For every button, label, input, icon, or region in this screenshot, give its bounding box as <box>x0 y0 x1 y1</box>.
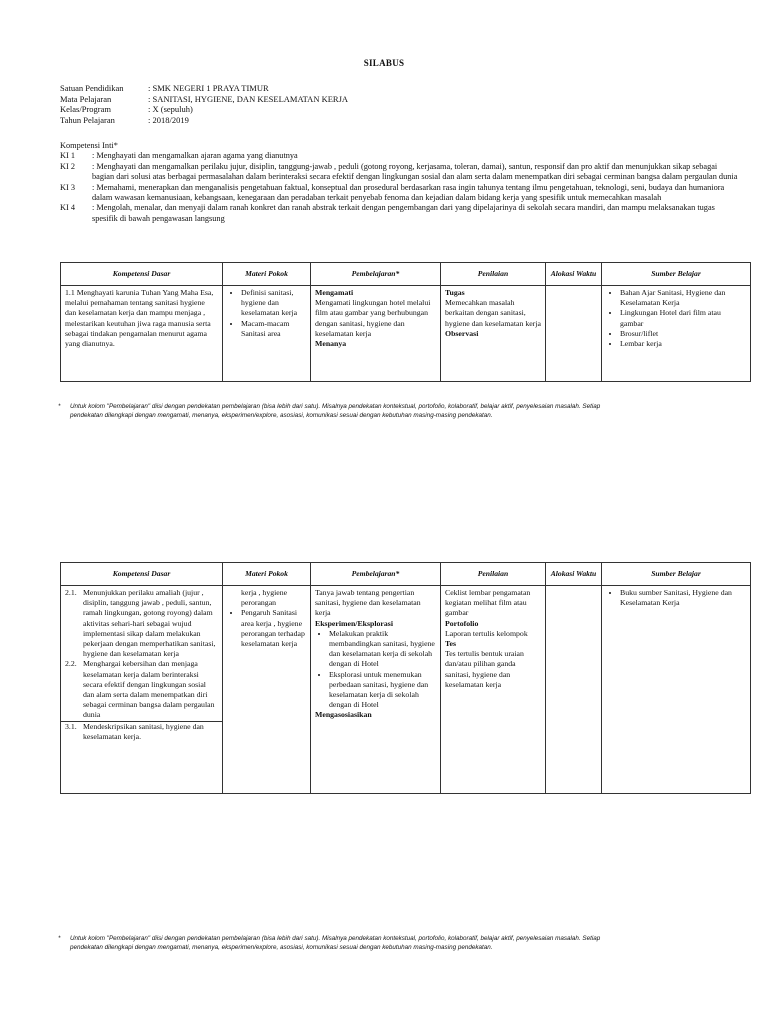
header-alokasi-waktu: Alokasi Waktu <box>546 563 602 586</box>
table-header-row <box>61 263 751 286</box>
footnote <box>58 935 718 953</box>
cell-kompetensi-dasar <box>61 586 223 794</box>
kd-text: 1.1 Menghayati karunia Tuhan Yang Maha Esa, melalui pemahaman tentang sanitasi hygiene dan keselamatan kerja dan mampu menjaga , melestarikan keutuhan jiwa raga manusia serta sebagai tindakan pengamalan menurut agama yang dianutnya. <box>65 288 214 349</box>
header-materi-pokok: Materi Pokok <box>223 563 311 586</box>
ki-row <box>60 203 740 224</box>
header-penilaian: Penilaian <box>441 563 546 586</box>
cell-alokasi-waktu <box>546 586 602 794</box>
pembelajaran-heading: Eksperimen/Eksplorasi <box>315 618 393 628</box>
ki-code: KI 4 <box>60 203 75 213</box>
meta-row-subject <box>60 94 348 105</box>
meta-label: Satuan Pendidikan <box>60 83 124 93</box>
kd-number: 3.1. <box>65 721 77 731</box>
cell-sumber-belajar <box>602 286 751 382</box>
cell-penilaian <box>441 586 546 794</box>
footnote-line: pendekatan dilengkapi dengan mengamati, menanya, eksperimen/explore, asosiasi, komunikasi sesuai dengan kebutuhan masing-masing pendekatan. <box>70 411 493 419</box>
list-item: • Eksplorasi untuk menemukan perbedaan sanitasi, hygiene dan keselamatan kerja di sekolah dengan di Hotel <box>329 670 436 711</box>
pembelajaran-text: Mengamati lingkungan hotel melalui film atau gambar yang berhubungan dengan sanitasi, hygiene dan keselamatan kerja <box>315 298 431 338</box>
ki-row <box>60 183 740 204</box>
list-item: • Definisi sanitasi, hygiene dan keselamatan kerja <box>241 288 306 319</box>
sumber-list <box>606 588 746 608</box>
footnote <box>58 403 718 421</box>
meta-label: Mata Pelajaran <box>60 93 112 104</box>
ki-code: KI 1 <box>60 151 75 161</box>
cell-materi-pokok <box>223 586 311 794</box>
cell-alokasi-waktu <box>546 286 602 382</box>
footnote-line: Untuk kolom "Pembelajaran" diisi dengan pendekatan pembelajaran (bisa lebih dari satu). Misalnya pendekatan kontekstual, portofolio, kolaboratif, belajar aktif, penyelesaian masalah. Setiap <box>70 935 601 942</box>
footnote-line: Untuk kolom "Pembelajaran" diisi dengan pendekatan pembelajaran (bisa lebih dari satu). Misalnya pendekatan kontekstual, portofolio, kolaboratif, belajar aktif, penyelesaian masalah. Setiap <box>70 403 601 410</box>
kompetensi-inti-block <box>60 141 740 224</box>
penilaian-heading: Portofolio <box>445 618 479 628</box>
cell-pembelajaran <box>311 286 441 382</box>
cell-materi-pokok <box>223 286 311 382</box>
sumber-list <box>606 288 746 349</box>
penilaian-text: Memecahkan masalah berkaitan dengan sanitasi, hygiene dan keselamatan kerja <box>445 298 541 328</box>
table-row <box>61 286 751 382</box>
meta-value: : 2018/2019 <box>148 114 189 125</box>
materi-intro: kerja , hygiene perorangan <box>241 588 288 608</box>
kd-list <box>65 588 218 742</box>
list-item: • Macam-macam Sanitasi area <box>241 319 306 339</box>
kd-text: Menghargai kebersihan dan menjaga keselamatan kerja dalam berinteraksi secara efektif dengan lingkungan sosial dan alam serta dalam menempatkan diri sebagai cerminan bangsa dalam pergaulan dunia <box>83 659 215 720</box>
cell-pembelajaran <box>311 586 441 794</box>
silabus-table-2 <box>60 562 751 794</box>
cell-sumber-belajar <box>602 586 751 794</box>
meta-value: : X (sepuluh) <box>148 104 193 114</box>
header-penilaian: Penilaian <box>441 263 546 286</box>
header-sumber-belajar: Sumber Belajar <box>602 563 751 586</box>
meta-block <box>60 83 348 125</box>
document-title: SILABUS <box>363 58 405 68</box>
ki-text: : Menghayati dan mengamalkan perilaku jujur, disiplin, tanggung-jawab , peduli (gotong royong, kerjasama, toleran, damai), santun, responsif dan pro aktif dan menunjukkan sikap sebagai bagian dari solusi atas berbagai permasalahan dalam berinteraksi secara efektif dengan lingkungan sosial dan alam serta dalam menempatkan diri sebagai cerminan bangsa dalam pergaulan dunia <box>92 161 738 182</box>
meta-row-class <box>60 104 348 115</box>
ki-text: : Menghayati dan mengamalkan ajaran agama yang dianutnya <box>92 151 298 161</box>
header-kompetensi-dasar: Kompetensi Dasar <box>61 263 223 286</box>
meta-value: : SMK NEGERI 1 PRAYA TIMUR <box>148 83 269 93</box>
ki-text: : Mengolah, menalar, dan menyaji dalam ranah konkret dan ranah abstrak terkait dengan pengembangan dari yang dipelajarinya di sekolah secara mandiri, dan mampu melaksanakan tugas spesifik di bawah pengawasan langsung <box>92 203 715 223</box>
meta-label: Tahun Pelajaran <box>60 114 115 125</box>
meta-label: Kelas/Program <box>60 104 111 114</box>
kd-text: Mendeskripsikan sanitasi, hygiene dan keselamatan kerja. <box>83 721 204 741</box>
header-kompetensi-dasar: Kompetensi Dasar <box>61 563 223 586</box>
penilaian-heading: Tes <box>445 639 456 649</box>
list-item: • Brosur/liflet <box>620 329 746 339</box>
pembelajaran-heading: Menanya <box>315 339 347 349</box>
cell-penilaian <box>441 286 546 382</box>
materi-list <box>227 608 306 649</box>
list-item: • Buku sumber Sanitasi, Hygiene dan Keselamatan Kerja <box>620 588 746 608</box>
ki-code: KI 2 <box>60 161 75 171</box>
footnote-mark: * <box>58 935 61 942</box>
kd-number: 2.2. <box>65 659 77 669</box>
header-alokasi-waktu: Alokasi Waktu <box>546 263 602 286</box>
ki-code: KI 3 <box>60 182 75 192</box>
penilaian-text: Tes tertulis bentuk uraian dan/atau pilihan ganda sanitasi, hygiene dan keselamatan kerja <box>445 649 524 689</box>
penilaian-heading: Tugas <box>445 288 465 297</box>
footnote-mark: * <box>58 403 61 410</box>
table-row <box>61 586 751 794</box>
header-pembelajaran: Pembelajaran* <box>311 263 441 286</box>
list-item <box>61 721 222 742</box>
list-item: • Bahan Ajar Sanitasi, Hygiene dan Keselamatan Kerja <box>620 288 746 308</box>
ki-heading: Kompetensi Inti* <box>60 141 118 150</box>
penilaian-heading: Observasi <box>445 328 479 338</box>
header-sumber-belajar: Sumber Belajar <box>602 263 751 286</box>
meta-value: : SANITASI, HYGIENE, DAN KESELAMATAN KERJA <box>148 93 349 104</box>
header-materi-pokok: Materi Pokok <box>223 263 311 286</box>
pembelajaran-list <box>315 629 436 711</box>
footnote-line: pendekatan dilengkapi dengan mengamati, menanya, eksperimen/explore, asosiasi, komunikasi sesuai dengan kebutuhan masing-masing pendekatan. <box>70 943 493 951</box>
list-item: • Lingkungan Hotel dari film atau gambar <box>620 308 746 328</box>
silabus-table-1 <box>60 262 751 382</box>
list-item <box>65 659 218 720</box>
list-item: • Lembar kerja <box>620 339 746 349</box>
pembelajaran-intro: Tanya jawab tentang pengertian sanitasi, hygiene dan keselamatan kerja <box>315 588 421 618</box>
list-item <box>65 588 218 659</box>
kd-text: Menunjukkan perilaku amaliah (jujur , disiplin, tanggung jawab , peduli, santun, ramah lingkungan, gotong royong) dalam aktivitas sehari-hari sebagai wujud implementasi sikap dalam melakukan pekerjaan dengan memperhatikan sanitasi, hygiene dan keselamatan kerja <box>83 588 216 659</box>
header-pembelajaran: Pembelajaran* <box>311 563 441 586</box>
kd-number: 2.1. <box>65 588 77 597</box>
penilaian-text: Laporan tertulis kelompok <box>445 628 528 638</box>
pembelajaran-heading: Mengamati <box>315 288 354 297</box>
pembelajaran-heading: Mengasosiasikan <box>315 710 372 720</box>
ki-row <box>60 162 740 183</box>
cell-kompetensi-dasar <box>61 286 223 382</box>
penilaian-intro: Ceklist lembar pengamatan kegiatan melihat film atau gambar <box>445 588 531 618</box>
list-item: • Pengaruh Sanitasi area kerja , hygiene perorangan terhadap keselamatan kerja <box>241 608 306 649</box>
materi-list <box>227 288 306 339</box>
ki-row <box>60 151 740 161</box>
meta-row-school <box>60 83 348 94</box>
table-header-row <box>61 563 751 586</box>
list-item: • Melakukan praktik membandingkan sanitasi, hygiene dan keselamatan kerja di sekolah dengan di Hotel <box>329 629 436 670</box>
ki-text: : Memahami, menerapkan dan menganalisis pengetahuan faktual, konseptual dan prosedural berdasarkan rasa ingin tahunya tentang ilmu pengetahuan, teknologi, seni, budaya dan humaniora dalam wawasan kemanusiaan, kebangsaan, kenegaraan dan peradaban terkait penyebab fenoma dan kejadian dalam bidang kerja yang spesifik untuk memecahkan masalah <box>92 182 725 203</box>
meta-row-year <box>60 115 348 126</box>
